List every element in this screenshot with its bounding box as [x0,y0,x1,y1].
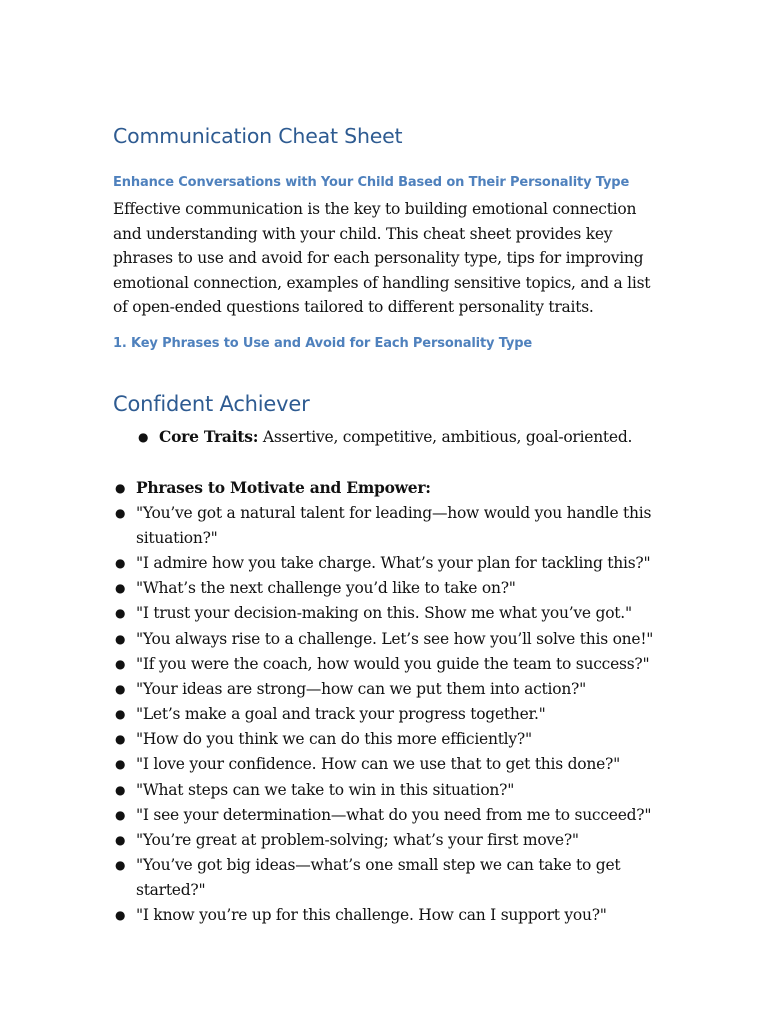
phrases-list [115,476,656,928]
document-subtitle: Enhance Conversations with Your Child Based on Their Personality Type [113,175,630,190]
phrase-text: "I know you’re up for this challenge. How can I support you?" [136,906,607,924]
core-traits-text: Assertive, competitive, ambitious, goal-oriented. [258,428,633,446]
bullet-icon: ● [115,757,126,772]
phrase-text: "How do you think we can do this more efficiently?" [136,730,532,749]
bullet-icon: ● [115,707,126,722]
bullet-icon: ● [138,430,149,444]
phrase-text: "You’ve got big ideas—what’s one small step we can take to get started?" [136,856,621,899]
bullet-icon: ● [115,732,126,747]
bullet-icon: ● [115,506,126,521]
core-traits-item [138,425,679,450]
phrase-item [115,752,656,777]
bullet-icon: ● [115,606,126,621]
bullet-icon: ● [115,782,126,797]
bullet-icon: ● [115,481,126,495]
personality-type-heading: Confident Achiever [113,392,310,416]
phrase-text: "What’s the next challenge you’d like to take on?" [136,579,516,598]
bullet-icon: ● [115,555,126,570]
phrase-text: "You always rise to a challenge. Let’s see how you’ll solve this one!" [136,629,654,648]
phrase-item [115,551,656,576]
phrase-item [115,677,656,702]
phrase-text: "You’ve got a natural talent for leading—how would you handle this situation?" [136,504,652,547]
phrases-label: Phrases to Motivate and Empower: [136,478,431,497]
phrase-item [115,652,656,677]
phrase-item [115,803,656,828]
bullet-icon: ● [115,908,126,922]
phrase-text: "I love your confidence. How can we use that to get this done?" [136,755,620,774]
bullet-icon: ● [115,858,126,873]
phrase-item [115,778,656,803]
phrase-text: "Your ideas are strong—how can we put them into action?" [136,679,586,698]
phrase-text: "If you were the coach, how would you guide the team to success?" [136,654,650,673]
core-traits-list [138,425,679,450]
phrase-text: "You’re great at problem-solving; what’s your first move?" [136,831,579,850]
phrases-label-item [115,476,656,501]
bullet-icon: ● [115,656,126,671]
section-heading: 1. Key Phrases to Use and Avoid for Each Personality Type [113,336,533,351]
document-title: Communication Cheat Sheet [113,124,403,148]
phrase-text: "I trust your decision-making on this. Show me what you’ve got." [136,604,632,623]
phrase-item [115,702,656,727]
phrase-item [115,601,656,626]
phrase-text: "I see your determination—what do you need from me to succeed?" [136,805,652,824]
phrase-text: "Let’s make a goal and track your progress together." [136,705,546,724]
phrase-item [115,853,656,902]
bullet-icon: ● [115,631,126,646]
phrase-text: "What steps can we take to win in this situation?" [136,780,515,799]
phrase-item [115,576,656,601]
core-traits-label: Core Traits: [159,427,259,446]
phrase-item [115,501,656,550]
phrase-item [115,828,656,853]
bullet-icon: ● [115,833,126,848]
phrase-item [115,727,656,752]
phrase-text: "I admire how you take charge. What’s your plan for tackling this?" [136,553,651,572]
phrase-item [115,903,656,928]
intro-paragraph: Effective communication is the key to building emotional connection and understanding with your child. This cheat sheet provides key phrases to use and avoid for each personality type, tips for improving emotional connection, examples of handling sensitive topics, and a list of open-ended questions tailored to different personality traits. [113,200,651,317]
phrase-item [115,627,656,652]
bullet-icon: ● [115,807,126,822]
bullet-icon: ● [115,581,126,596]
bullet-icon: ● [115,681,126,696]
